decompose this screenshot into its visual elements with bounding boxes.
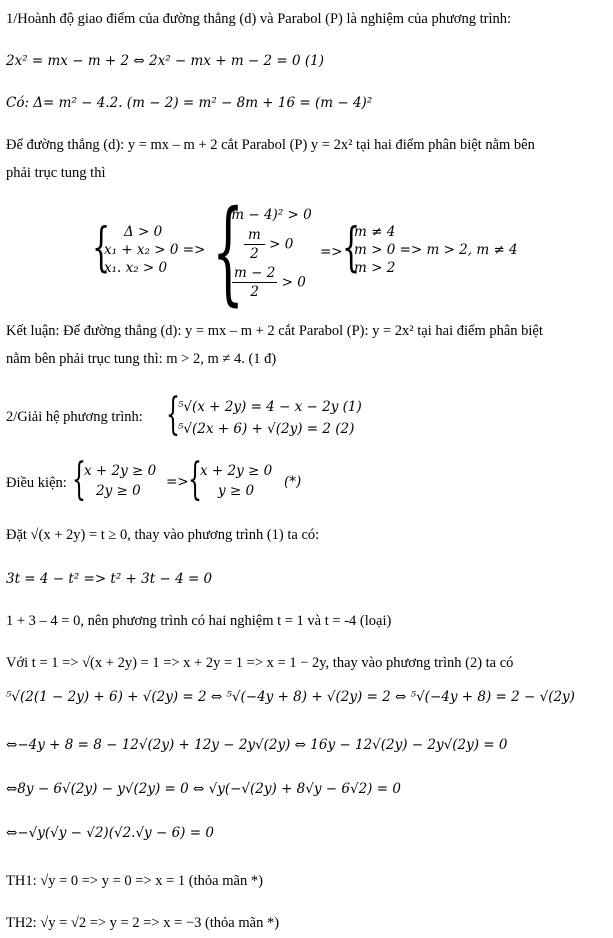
system-right-row-2: m > 0 => m > 2, m ≠ 4 <box>354 242 518 258</box>
condition-line-1: Để đường thẳng (d): y = mx – m + 2 cắt Parabol (P) y = 2x² tại hai điểm phân biệt nằm bên <box>6 137 535 153</box>
t-equation: 3t = 4 − t² => t² + 3t − 4 = 0 <box>6 571 213 587</box>
system-left-row-1: Δ > 0 <box>124 224 163 240</box>
condition-b-row-2: y ≥ 0 <box>218 483 255 499</box>
right-brace: { <box>342 218 361 278</box>
condition-brace-b: { <box>188 454 202 505</box>
left-brace: { <box>92 218 111 278</box>
derivation-step-1: ⁵√(2(1 − 2y) + 6) + √(2y) = 2 ⇔ ⁵√(−4y + 8) + √(2y) = 2 ⇔ ⁵√(−4y + 8) = 2 − √(2y) <box>6 689 575 705</box>
condition-line-2: phải trục tung thì <box>6 165 106 181</box>
system-mid-row-2: $\frac{m}{2}$ > 0 <box>244 226 293 263</box>
system-mid-row-3: $\frac{m - 2}{2}$ > 0 <box>234 265 306 300</box>
case-1: TH1: √y = 0 => y = 0 => x = 1 (thỏa mãn *) <box>6 873 263 889</box>
condition-a-row-2: 2y ≥ 0 <box>96 483 141 499</box>
with-t-line: Với t = 1 => √(x + 2y) = 1 => x + 2y = 1 => x = 1 − 2y, thay vào phương trình (2) ta có <box>6 655 514 671</box>
system-right-row-3: m > 2 <box>354 260 396 276</box>
conclusion-line-2: nằm bên phải trục tung thì: m > 2, m ≠ 4. (1 đ) <box>6 351 277 367</box>
part2-system-row-1: ⁵√(x + 2y) = 4 − x − 2y (1) <box>178 399 362 415</box>
part2-system-row-2: ⁵√(2x + 6) + √(2y) = 2 (2) <box>178 421 355 437</box>
middle-brace: { <box>212 187 245 317</box>
condition-brace-a: { <box>72 454 86 505</box>
part2-intro: 2/Giải hệ phương trình: <box>6 409 143 425</box>
derivation-step-3: ⇔8y − 6√(2y) − y√(2y) = 0 ⇔ √y(−√(2y) + 8√y − 6√2) = 0 <box>6 781 401 797</box>
condition-star: (*) <box>284 474 302 490</box>
derivation-step-4: ⇔−√y(√y − √2)(√2.√y − 6) = 0 <box>6 825 214 841</box>
system-left-row-3: x₁. x₂ > 0 <box>104 260 168 276</box>
equation-1: 2x² = mx − m + 2 ⇔ 2x² − mx + m − 2 = 0 (1) <box>6 53 324 69</box>
part2-brace: { <box>166 389 180 440</box>
substitution-line: Đặt √(x + 2y) = t ≥ 0, thay vào phương trình (1) ta có: <box>6 527 320 543</box>
case-2: TH2: √y = √2 => y = 2 => x = −3 (thỏa mãn *) <box>6 915 280 931</box>
part1-intro: 1/Hoành độ giao điểm của đường thẳng (d) và Parabol (P) là nghiệm của phương trình: <box>6 11 512 27</box>
condition-a-row-1: x + 2y ≥ 0 <box>84 463 157 479</box>
derivation-step-2: ⇔−4y + 8 = 8 − 12√(2y) + 12y − 2y√(2y) ⇔ 16y − 12√(2y) − 2y√(2y) = 0 <box>6 737 508 753</box>
condition-label: Điều kiện: <box>6 475 67 491</box>
system-right-row-1: m ≠ 4 <box>354 224 396 240</box>
conclusion-line-1: Kết luận: Để đường thẳng (d): y = mx – m + 2 cắt Parabol (P): y = 2x² tại hai điểm phân biệt <box>6 323 543 339</box>
condition-b-row-1: x + 2y ≥ 0 <box>200 463 273 479</box>
roots-line: 1 + 3 – 4 = 0, nên phương trình có hai nghiệm t = 1 và t = -4 (loại) <box>6 613 392 629</box>
delta-line: Có: Δ= m² − 4.2. (m − 2) = m² − 8m + 16 = (m − 4)² <box>6 95 373 111</box>
condition-arrow: => <box>166 474 189 490</box>
system-left-row-2: x₁ + x₂ > 0 => <box>104 242 206 258</box>
system-arrow: => <box>320 244 343 260</box>
system-mid-row-1: (m − 4)² > 0 <box>226 207 312 223</box>
